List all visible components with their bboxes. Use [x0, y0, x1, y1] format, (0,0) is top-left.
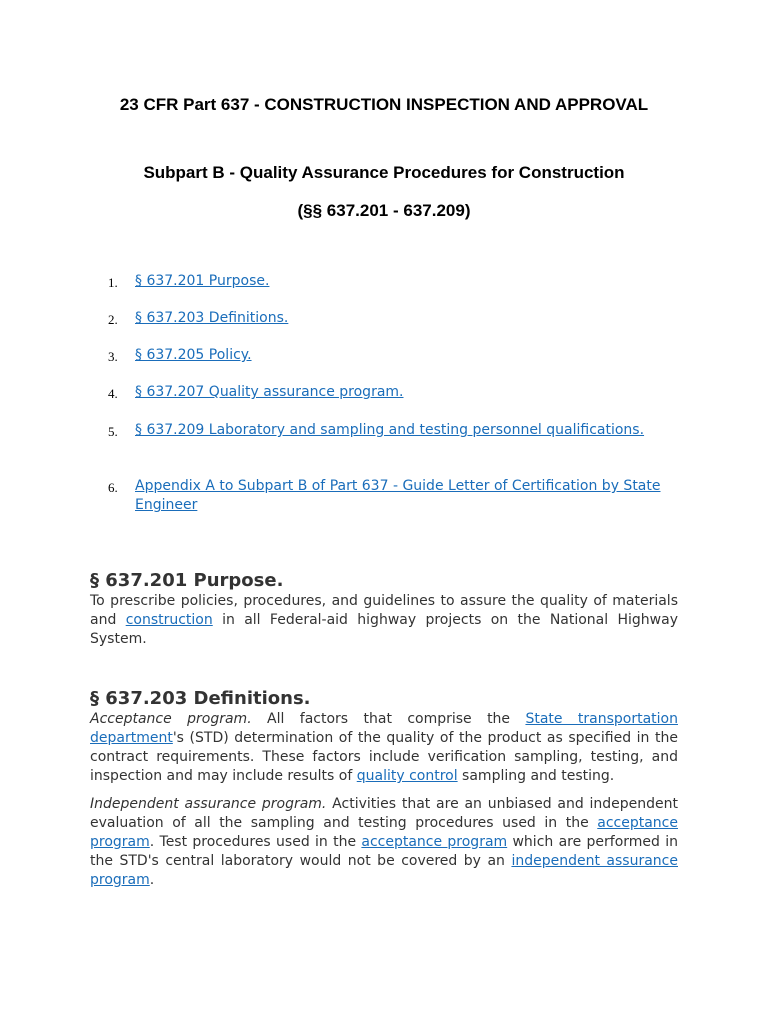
toc-link-laboratory[interactable]: § 637.209 Laboratory and sampling and testing personnel qualifications.	[135, 422, 645, 438]
definition-text: .	[149, 872, 155, 888]
definitions-section	[90, 688, 678, 890]
acceptance-program-link[interactable]: acceptance program	[361, 834, 508, 850]
toc-item	[108, 477, 665, 515]
toc-link-appendix-a[interactable]: Appendix A to Subpart B of Part 637 - Guide Letter of Certification by State Engineer	[135, 478, 661, 513]
acceptance-program-link[interactable]: acceptance program	[90, 815, 678, 850]
toc-link-policy[interactable]: § 637.205 Policy.	[135, 347, 252, 363]
toc-number: 4.	[108, 386, 118, 401]
purpose-section	[90, 570, 678, 649]
definition-text: 's (STD) determination of the quality of the product as specified in the contract requirements. These factors include verification sampling, testing, and inspection and may include results of	[90, 730, 678, 784]
independent-assurance-program-link[interactable]: independent assurance program	[90, 853, 678, 888]
definition-text: . Test procedures used in the	[149, 834, 362, 850]
acceptance-program-definition	[90, 710, 678, 786]
toc-link-quality-assurance[interactable]: § 637.207 Quality assurance program.	[135, 384, 404, 400]
toc-link-purpose[interactable]: § 637.201 Purpose.	[135, 273, 270, 289]
definition-text: which are performed in the STD's central laboratory would not be covered by an	[90, 834, 678, 869]
definition-text: Activities that are an unbiased and independent evaluation of all the sampling and testing procedures used in the	[90, 796, 678, 831]
document-title: 23 CFR Part 637 - CONSTRUCTION INSPECTION AND APPROVAL	[119, 95, 649, 114]
independent-assurance-definition	[90, 795, 678, 890]
toc-number: 2.	[108, 312, 118, 327]
toc-number: 5.	[108, 424, 118, 439]
purpose-text: To prescribe policies, procedures, and guidelines to assure the quality of materials and	[90, 593, 678, 628]
toc-link-definitions[interactable]: § 637.203 Definitions.	[135, 310, 289, 326]
toc-item	[108, 421, 665, 440]
purpose-paragraph	[90, 592, 678, 649]
state-transportation-department-link[interactable]: State transportation department	[90, 711, 678, 746]
definition-text: sampling and testing.	[457, 768, 615, 784]
toc-number: 3.	[108, 349, 118, 364]
purpose-heading: § 637.201 Purpose.	[90, 570, 284, 591]
toc-item	[108, 383, 404, 402]
definition-term: Independent assurance program.	[90, 796, 327, 812]
document-subtitle: Subpart B - Quality Assurance Procedures for Construction	[143, 163, 625, 182]
definitions-heading: § 637.203 Definitions.	[90, 688, 311, 709]
toc-item	[108, 309, 288, 328]
definition-term: Acceptance program.	[90, 711, 252, 727]
construction-link[interactable]: construction	[125, 612, 213, 628]
toc-number: 1.	[108, 275, 118, 290]
purpose-text: in all Federal-aid highway projects on the National Highway System.	[90, 612, 678, 647]
toc-number: 6.	[108, 480, 118, 495]
definition-text: All factors that comprise the	[251, 711, 526, 727]
section-range: (§§ 637.201 - 637.209)	[297, 201, 471, 220]
quality-control-link[interactable]: quality control	[356, 768, 458, 784]
toc-item	[108, 272, 269, 291]
toc-item	[108, 346, 252, 365]
